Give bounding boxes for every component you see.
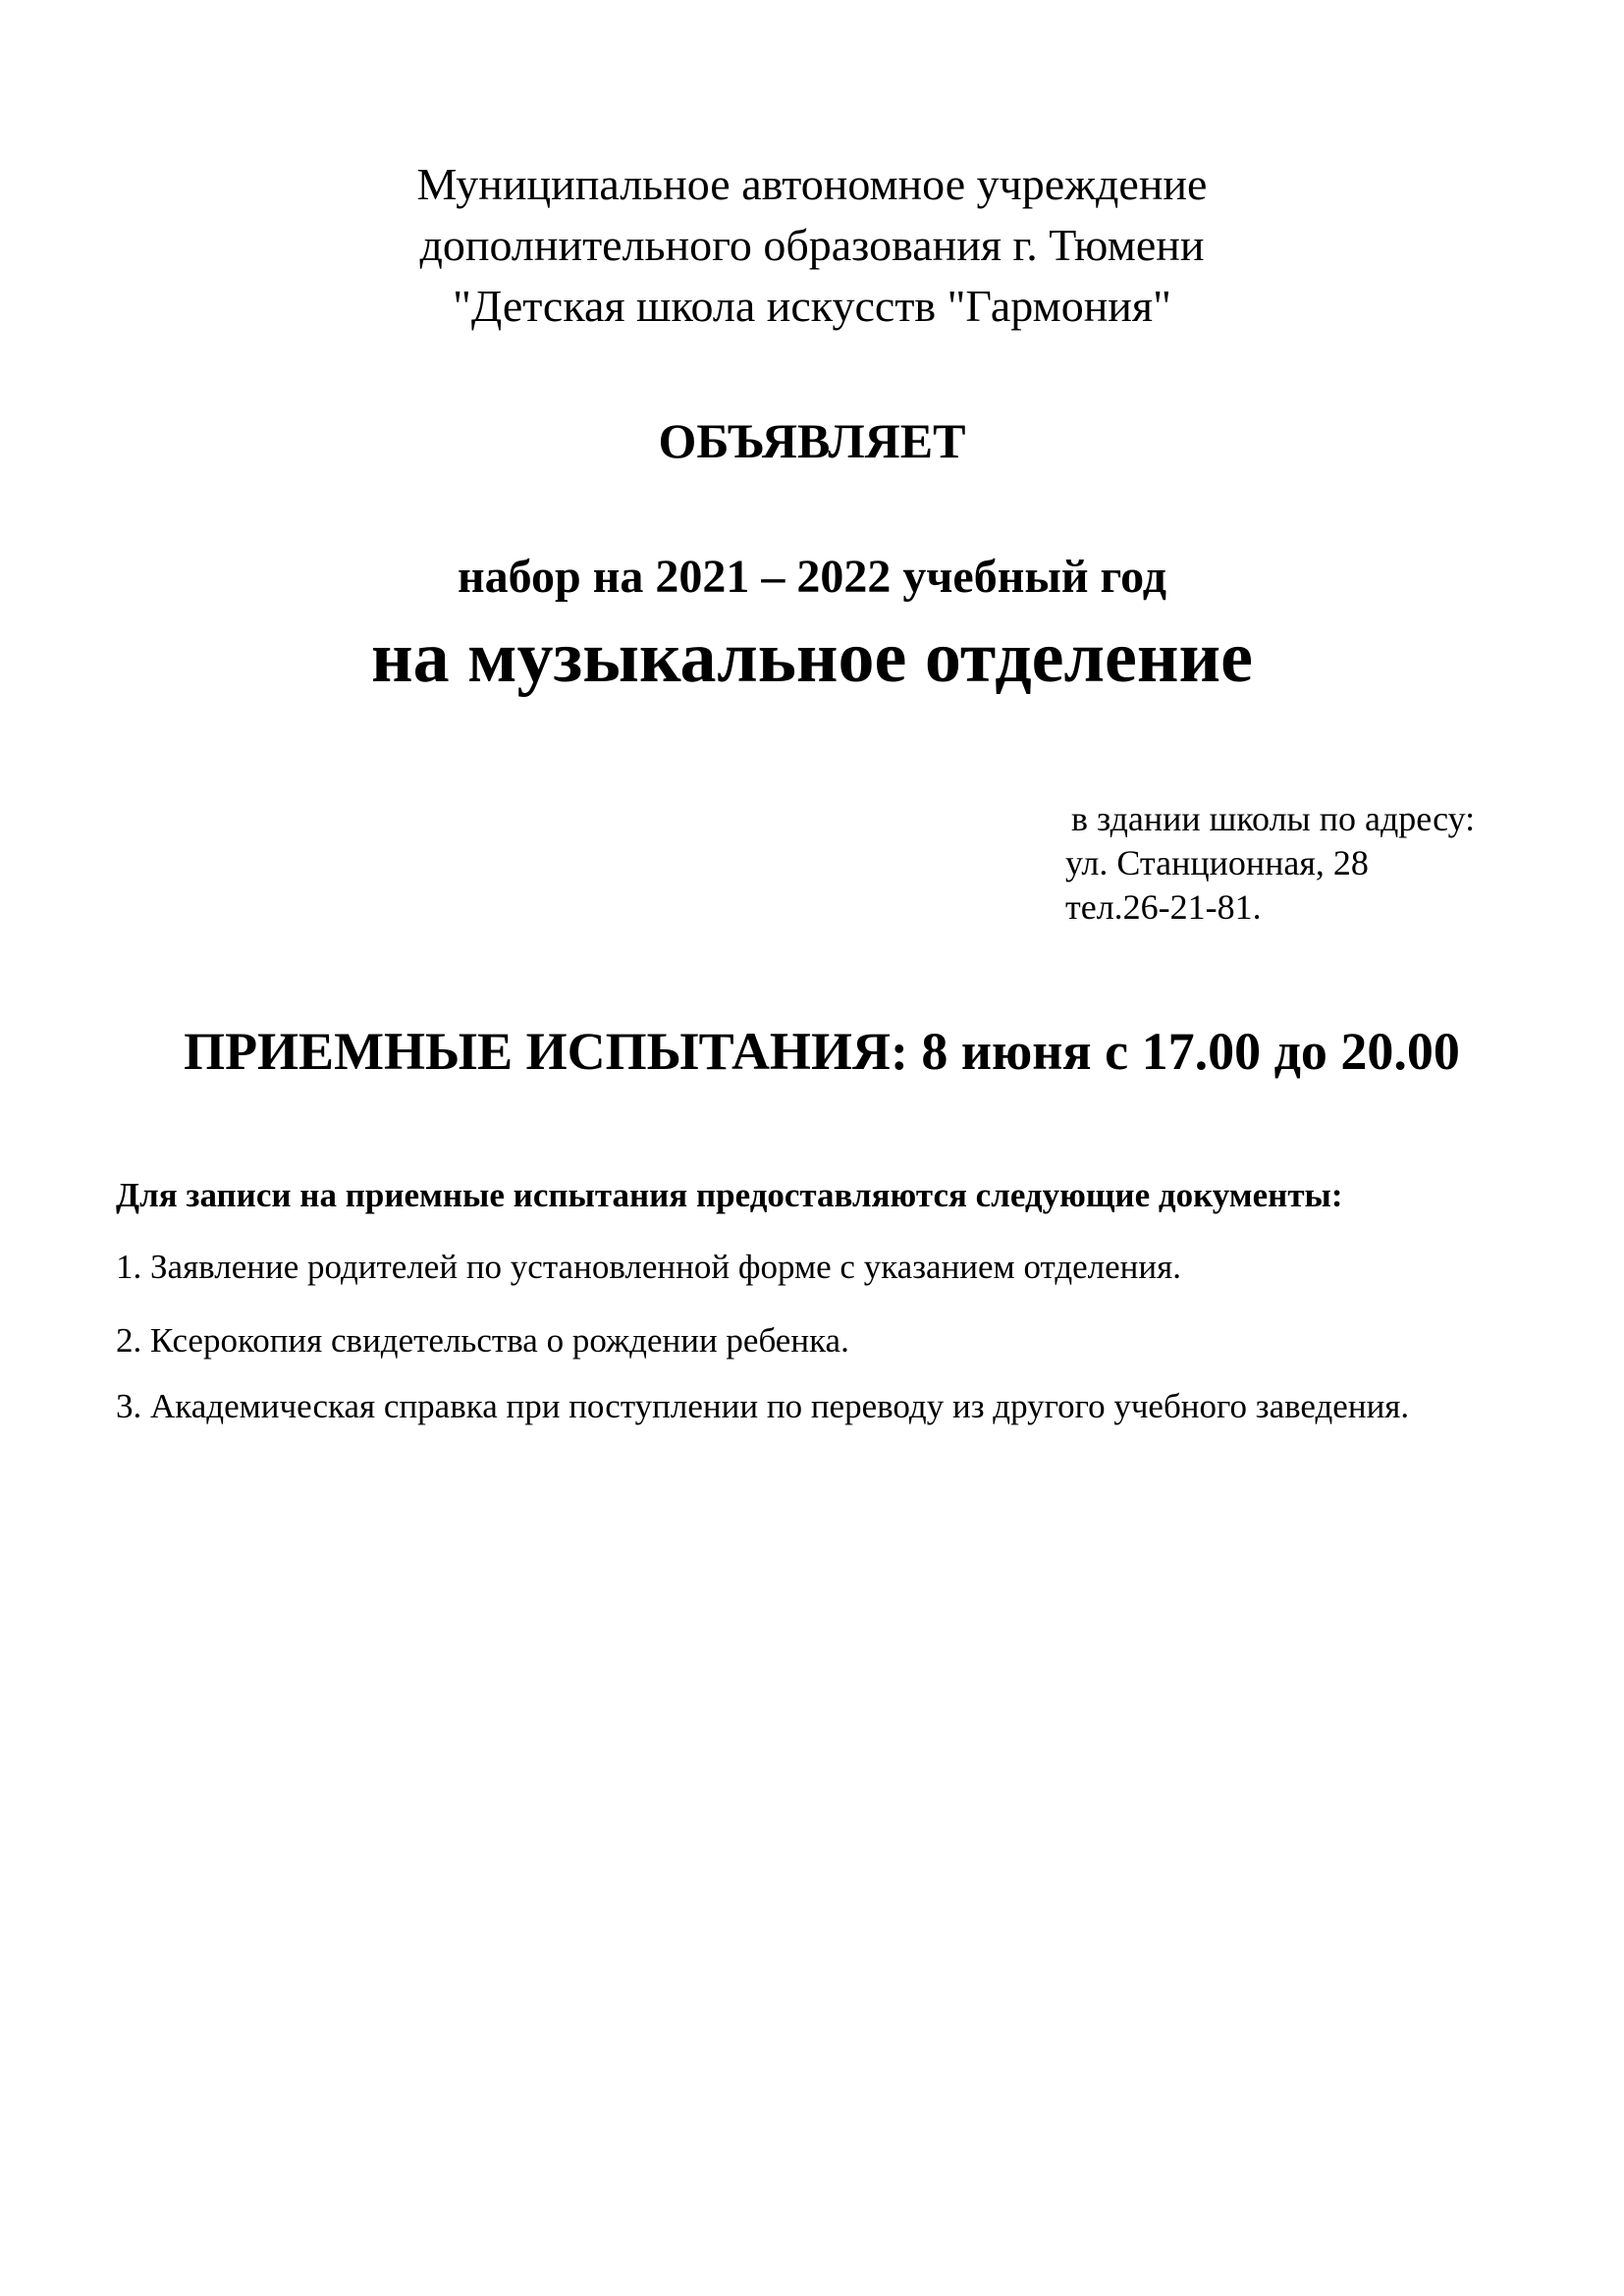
enrollment-year-line: набор на 2021 – 2022 учебный год	[457, 551, 1167, 603]
address-line-1: в здании школы по адресу:	[1071, 799, 1476, 838]
entrance-exams-line: ПРИЕМНЫЕ ИСПЫТАНИЯ: 8 июня с 17.00 до 20.00	[184, 1022, 1460, 1081]
document-item-1: 1. Заявление родителей по установленной форме с указанием отделения.	[116, 1248, 1181, 1286]
document-item-2: 2. Ксерокопия свидетельства о рождении ребенка.	[116, 1321, 849, 1360]
address-block	[1065, 797, 1475, 930]
org-name-line-3: "Детская школа искусств "Гармония"	[453, 281, 1171, 331]
department-line: на музыкальное отделение	[370, 617, 1253, 698]
document-item-3: 3. Академическая справка при поступлении по переводу из другого учебного заведения.	[116, 1387, 1410, 1425]
documents-heading: Для записи на приемные испытания предоставляются следующие документы:	[116, 1176, 1343, 1214]
address-line-2: ул. Станционная, 28	[1065, 843, 1369, 882]
phone-line: тел.26-21-81.	[1065, 887, 1262, 927]
announcement-title: ОБЪЯВЛЯЕТ	[658, 413, 966, 468]
org-name-line-2: дополнительного образования г. Тюмени	[419, 220, 1205, 270]
org-name-line-1: Муниципальное автономное учреждение	[416, 159, 1208, 209]
